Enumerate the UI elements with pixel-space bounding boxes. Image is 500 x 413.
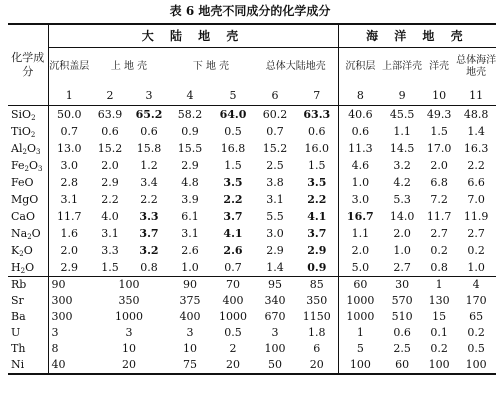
table-row [8,140,496,157]
table-cell: 6 [313,342,321,355]
table-cell: 3 [125,326,133,339]
table-cell: 4.1 [307,210,327,223]
row-label: U [8,325,48,341]
table-cell: 7.2 [430,193,448,206]
table-cell: 1.6 [60,227,78,240]
table-cell: 0.2 [467,326,485,339]
table-cell: 2.9 [101,176,119,189]
column-number-8: 8 [338,86,382,106]
table-cell: 2.9 [60,261,78,274]
table-cell: 0.6 [338,123,382,140]
column-header-1: 沉积盖层 [49,61,90,72]
table-cell: 75 [168,357,212,374]
table-row [8,106,496,124]
table-cell: 170 [465,294,487,307]
row-label: $Al_2O_3$ [8,140,48,157]
table-cell: 1.0 [393,244,411,257]
header-group-row [8,24,496,48]
table-cell: 15 [432,310,447,323]
table-cell: 400 [222,294,244,307]
table-cell: 3.7 [223,210,243,223]
table-cell: 4.6 [338,157,382,174]
table-cell: 16.3 [463,142,489,155]
table-cell: 3.0 [338,191,382,208]
column-header-11: 总体海洋地壳 [456,55,497,78]
table-cell: 1.5 [224,159,242,172]
table-cell: 2.7 [430,227,448,240]
table-row [8,242,496,259]
table-cell: 4.8 [181,176,199,189]
table-cell: 1000 [338,309,382,325]
table-cell: 0.5 [224,326,242,339]
table-cell: 0.7 [60,125,78,138]
table-cell: 2.2 [101,193,119,206]
table-cell: 1.5 [308,159,326,172]
table-cell: 100 [422,357,456,374]
table-cell: 6.1 [181,210,199,223]
table-row [8,357,496,374]
table-cell: 2.2 [307,193,327,206]
row-label: $Na_2O$ [8,225,48,242]
table-cell: 2.2 [140,193,158,206]
column-number-11: 11 [456,86,496,106]
table-cell: 10 [122,342,136,355]
column-number-2: 2 [90,86,130,106]
table-cell: 400 [179,310,201,323]
table-cell: 2.5 [393,342,411,355]
table-cell: 0.1 [430,326,448,339]
table-cell: 350 [306,294,328,307]
table-cell: 510 [391,310,413,323]
row-label: MgO [8,191,48,208]
table-cell: 0.5 [224,125,242,138]
column-header-9: 上部洋壳 [382,61,423,72]
table-cell: 0.6 [308,125,326,138]
table-cell: 0.8 [140,261,158,274]
table-cell: 0.6 [101,125,119,138]
table-cell: 90 [48,277,90,294]
column-number-1: 1 [48,86,90,106]
table-cell: 350 [118,294,140,307]
column-number-6: 6 [254,86,296,106]
table-cell: 3.3 [139,210,159,223]
table-cell: 2.6 [223,244,243,257]
table-cell: 58.2 [177,108,203,121]
table-cell: 3.7 [139,227,159,240]
table-cell: 15.2 [262,142,288,155]
composition-table [8,23,496,375]
table-cell: 4.1 [223,227,243,240]
table-cell: 6.8 [430,176,448,189]
table-cell: 100 [90,277,168,294]
table-cell: 64.0 [219,108,247,121]
table-cell: 3.1 [266,193,284,206]
table-cell: 1.8 [308,326,326,339]
table-cell: 16.0 [304,142,330,155]
table-cell: 95 [254,277,296,294]
table-title: 表 6 地壳不同成分的化学成分 [169,4,331,18]
table-cell: 6.6 [467,176,485,189]
table-cell: 2.8 [60,176,78,189]
table-cell: 65.2 [135,108,163,121]
column-number-row [8,86,496,106]
table-cell: 50 [254,357,296,374]
table-cell: 670 [264,310,286,323]
table-cell: 2.9 [266,244,284,257]
table-cell: 5.5 [266,210,284,223]
table-row [8,157,496,174]
table-cell: 48.8 [463,108,489,121]
table-cell: 0.2 [430,342,448,355]
table-cell: 0.7 [266,125,284,138]
row-label: Th [8,341,48,357]
table-row [8,293,496,309]
table-cell: 16.7 [338,208,382,225]
table-cell: 0.9 [307,261,327,274]
table-cell: 3.9 [181,193,199,206]
table-cell: 3.7 [307,227,327,240]
table-cell: 85 [296,277,338,294]
table-cell: 3.2 [139,244,159,257]
table-cell: 4.2 [393,176,411,189]
table-cell: 30 [382,277,422,294]
table-cell: 100 [456,357,496,374]
table-cell: 60 [382,357,422,374]
table-row [8,208,496,225]
table-cell: 11.7 [426,210,452,223]
table-cell: 3 [271,326,279,339]
table-row [8,341,496,357]
table-cell: 3.4 [140,176,158,189]
table-cell: 5.0 [338,259,382,277]
table-cell: 1150 [302,310,331,323]
composition-table-wrapper [8,23,496,375]
group-header-oceanic: 海 洋 地 壳 [338,24,496,48]
table-cell: 63.9 [97,108,123,121]
table-row [8,259,496,277]
column-number-9: 9 [382,86,422,106]
table-cell: 0.2 [467,244,485,257]
table-cell: 2.6 [181,244,199,257]
column-number-4: 4 [168,86,212,106]
table-cell: 1000 [219,310,247,323]
table-cell: 16.8 [220,142,246,155]
column-number-7: 7 [296,86,338,106]
table-cell: 1.0 [467,261,485,274]
table-cell: 3.0 [60,159,78,172]
table-cell: 0.6 [140,125,158,138]
table-cell: 65 [469,310,484,323]
table-cell: 11.9 [463,210,489,223]
table-row [8,174,496,191]
group-header-continental: 大 陆 地 壳 [48,24,338,48]
table-row [8,191,496,208]
table-cell: 100 [338,357,382,374]
table-cell: 1.0 [181,261,199,274]
table-cell: 70 [212,277,254,294]
table-cell: 1.5 [430,125,448,138]
table-cell: 40.6 [338,106,382,124]
table-row [8,225,496,242]
table-cell: 3.2 [393,159,411,172]
table-cell: 0.2 [430,244,448,257]
table-row [8,325,496,341]
table-cell: 1.5 [101,261,119,274]
table-cell: 40 [48,357,90,374]
table-cell: 13.0 [57,142,82,155]
column-header-6-7: 总体大陆地壳 [265,61,326,72]
table-cell: 100 [264,342,286,355]
column-number-10: 10 [422,86,456,106]
table-cell: 15.2 [97,142,123,155]
table-cell: 14.0 [389,210,415,223]
table-cell: 5 [338,341,382,357]
table-cell: 2 [229,342,237,355]
table-cell: 17.0 [426,142,452,155]
table-cell: 20 [296,357,338,374]
row-label: Sr [8,293,48,309]
table-cell: 7.0 [467,193,485,206]
column-header-8: 沉积层 [338,48,382,87]
table-cell: 20 [212,357,254,374]
table-cell: 1.2 [140,159,158,172]
column-header-2-3: 上 地 壳 [110,61,148,72]
column-header-10: 洋壳 [429,61,450,72]
table-cell: 2.0 [60,244,78,257]
table-cell: 60.2 [262,108,288,121]
table-cell: 3.8 [266,176,284,189]
row-label: FeO [8,174,48,191]
table-cell: 2.7 [467,227,485,240]
table-cell: 2.9 [307,244,327,257]
row-label: $K_2O$ [8,242,48,259]
row-label: TiO$_2$ [8,123,48,140]
table-cell: 0.6 [393,326,411,339]
table-cell: 1.0 [338,174,382,191]
table-cell: 5.3 [393,193,411,206]
table-cell: 2.0 [393,227,411,240]
stub-header: 化学成分 [8,24,48,106]
table-cell: 20 [90,357,168,374]
row-label: $H_2O$ [8,259,48,277]
table-row [8,277,496,294]
table-cell: 0.8 [430,261,448,274]
row-label: CaO [8,208,48,225]
table-cell: 2.7 [393,261,411,274]
table-cell: 0.7 [224,261,242,274]
table-cell: 130 [428,294,450,307]
table-cell: 1.1 [338,225,382,242]
table-cell: 14.5 [389,142,415,155]
row-label: Rb [8,277,48,294]
row-label: Ni [8,357,48,374]
table-cell: 2.0 [101,159,119,172]
table-row [8,309,496,325]
table-cell: 11.7 [57,210,82,223]
table-cell: 3 [51,326,59,339]
table-cell: 1000 [338,293,382,309]
table-cell: 570 [391,294,413,307]
table-cell: 2.5 [266,159,284,172]
table-cell: 50.0 [57,108,82,121]
table-cell: 2.0 [338,242,382,259]
table-cell: 1 [338,325,382,341]
table-cell: 4.0 [101,210,119,223]
table-cell: 3.0 [266,227,284,240]
table-cell: 300 [51,294,73,307]
table-cell: 3.1 [181,227,199,240]
table-cell: 11.3 [338,140,382,157]
table-cell: 1.4 [467,125,485,138]
column-number-3: 3 [130,86,168,106]
table-cell: 49.3 [426,108,452,121]
table-cell: 3 [186,326,194,339]
row-label: SiO$_2$ [8,106,48,124]
table-cell: 340 [264,294,286,307]
column-header-4-5: 下 地 壳 [192,61,230,72]
table-cell: 375 [179,294,201,307]
table-cell: 63.3 [303,108,331,121]
table-cell: 15.8 [136,142,162,155]
table-cell: 4 [456,277,496,294]
table-cell: 3.3 [101,244,119,257]
row-label: Ba [8,309,48,325]
table-cell: 2.2 [467,159,485,172]
table-cell: 3.1 [60,193,78,206]
table-cell: 15.5 [177,142,203,155]
table-cell: 8 [51,342,59,355]
table-cell: 3.5 [307,176,327,189]
table-cell: 3.1 [101,227,119,240]
table-cell: 2.0 [430,159,448,172]
table-cell: 90 [168,277,212,294]
column-number-5: 5 [212,86,254,106]
table-cell: 1.4 [266,261,284,274]
table-cell: 10 [183,342,197,355]
table-row [8,123,496,140]
table-cell: 2.2 [223,193,243,206]
table-cell: 300 [51,310,73,323]
table-cell: 45.5 [389,108,415,121]
table-cell: 0.9 [181,125,199,138]
table-cell: 3.5 [223,176,243,189]
table-cell: 1000 [115,310,143,323]
table-cell: 2.9 [181,159,199,172]
header-column-row [8,48,496,87]
table-cell: 0.5 [467,342,485,355]
table-cell: 60 [338,277,382,294]
table-cell: 1 [422,277,456,294]
row-label: $Fe_2O_3$ [8,157,48,174]
table-cell: 1.1 [393,125,411,138]
